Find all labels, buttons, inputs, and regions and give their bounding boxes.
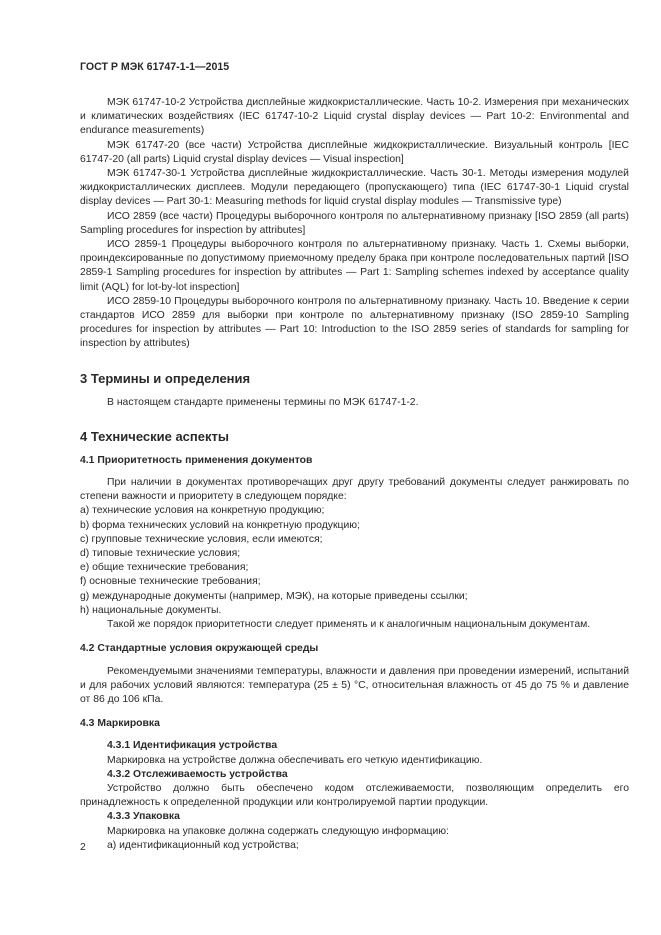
section-4-1-intro: При наличии в документах противоречащих друг другу требований документы следует ранжировать по степени важности и приоритету в следующем порядке: (80, 477, 629, 503)
reference: ИСО 2859-1 Процедуры выборочного контроля по альтернативному признаку. Часть 1. Схемы выборки, проиндексированные по допустимому приемочному пределу брака при контроле последовательных партий [ISO 2859-1 Sampling procedures for inspection by attributes — Part 1: Sampling schemes indexed by acceptance quality limit (AQL) for lot-by-lot inspection] (80, 239, 629, 293)
section-4-3-3-heading: 4.3.3 Упаковка (107, 811, 180, 823)
section-4-3-2-heading: 4.3.2 Отслеживаемость устройства (107, 768, 288, 780)
section-4-3-3-text: Маркировка на упаковке должна содержать следующую информацию: (107, 825, 449, 837)
section-4-3-1-text: Маркировка на устройстве должна обеспечивать его четкую идентификацию. (107, 754, 483, 766)
section-4-3-2-text: Устройство должно быть обеспечено кодом отслеживаемости, позволяющим определить его принадлежность к определенной продукции или контролируемой партии продукции. (80, 782, 629, 809)
section-4-3-1-heading: 4.3.1 Идентификация устройства (107, 740, 278, 752)
reference: ИСО 2859 (все части) Процедуры выборочного контроля по альтернативному признаку [ISO 2859 (all parts) Sampling procedures for inspection by attributes] (80, 210, 629, 236)
list-item: f) основные технические требования; (80, 576, 261, 588)
priority-list (80, 504, 629, 618)
page-number: 2 (80, 842, 86, 853)
list-item: a) идентификационный код устройства; (107, 839, 299, 851)
list-item: h) национальные документы. (80, 604, 222, 616)
section-4-2-text: Рекомендуемыми значениями температуры, влажности и давления при проведении измерений, испытаний и для рабочих условий являются: температура (25 ± 5) °С, относительная влажность от 45 до 75 % и давление от 86 до 106 кПа. (80, 665, 629, 705)
section-3-heading: 3 Термины и определения (80, 370, 251, 386)
list-item: c) групповые технические условия, если имеются; (80, 533, 323, 545)
document-body (80, 96, 629, 853)
section-3-text: В настоящем стандарте применены термины по МЭК 61747-1-2. (107, 396, 419, 408)
list-item: g) международные документы (например, МЭК), на которые приведены ссылки; (80, 590, 468, 602)
list-item: d) типовые технические условия; (80, 548, 241, 560)
section-4-heading: 4 Технические аспекты (80, 428, 229, 444)
reference: МЭК 61747-20 (все части) Устройства дисплейные жидкокристаллические. Визуальный контроль [IEC 61747-20 (all parts) Liquid crystal display devices — Visual inspection] (80, 139, 629, 165)
section-4-3-heading: 4.3 Маркировка (80, 718, 160, 730)
section-4-2-heading: 4.2 Стандартные условия окружающей среды (80, 643, 319, 655)
document-header: ГОСТ Р МЭК 61747-1-1—2015 (80, 61, 230, 73)
list-item: a) технические условия на конкретную продукцию; (80, 505, 325, 517)
reference: ИСО 2859-10 Процедуры выборочного контроля по альтернативному признаку. Часть 10. Введение к серии стандартов ИСО 2859 для выборки при контроле по альтернативному признаку (ISO 2859-10 Sampling procedures for inspection by attributes — Part 10: Introduction to the ISO 2859 series of standards for sampling for inspection by attributes) (80, 295, 629, 350)
list-item: b) форма технических условий на конкретную продукцию; (80, 519, 360, 531)
section-4-1-outro: Такой же порядок приоритетности следует применять и к аналогичным национальным документам. (107, 619, 591, 631)
reference: МЭК 61747-10-2 Устройства дисплейные жидкокристаллические. Часть 10-2. Измерения при механических и климатических воздействиях (IEC 61747-10-2 Liquid crystal display devices — Part 10-2: Environmental and endurance measurements) (80, 97, 629, 137)
section-4-1-heading: 4.1 Приоритетность применения документов (80, 454, 313, 466)
reference: МЭК 61747-30-1 Устройства дисплейные жидкокристаллические. Часть 30-1. Методы измерения модулей жидкокристаллических дисплеев. Модули передающего (пропускающего) типа (IEC 61747-30-1 Liquid crystal display devices — Part 30-1: Measuring methods for liquid crystal display modules — Transmissive type) (80, 168, 629, 208)
list-item: e) общие технические требования; (80, 562, 249, 574)
